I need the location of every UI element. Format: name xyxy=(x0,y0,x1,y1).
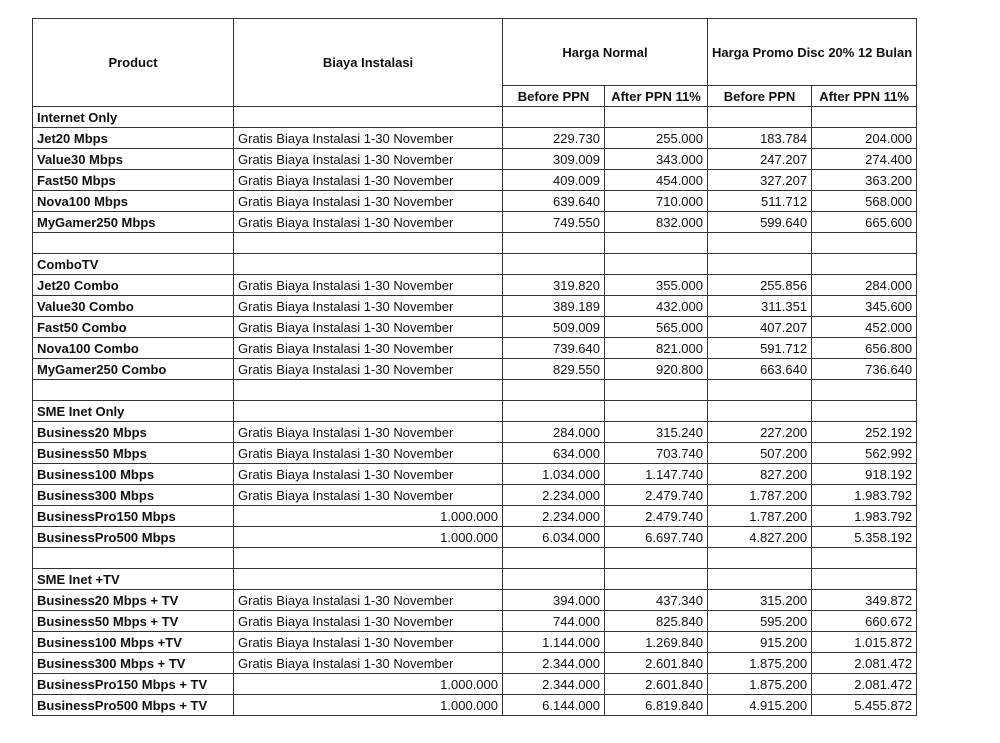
normal-after-ppn: 920.800 xyxy=(605,359,708,380)
table-row xyxy=(33,317,917,338)
promo-before-ppn: 915.200 xyxy=(708,632,812,653)
empty-cell xyxy=(812,254,917,275)
table-row xyxy=(33,149,917,170)
product-name: Business50 Mbps + TV xyxy=(33,611,234,632)
promo-after-ppn: 2.081.472 xyxy=(812,674,917,695)
normal-after-ppn: 355.000 xyxy=(605,275,708,296)
promo-after-ppn: 284.000 xyxy=(812,275,917,296)
normal-after-ppn: 255.000 xyxy=(605,128,708,149)
normal-after-ppn: 454.000 xyxy=(605,170,708,191)
empty-cell xyxy=(605,548,708,569)
biaya-instalasi: Gratis Biaya Instalasi 1-30 November xyxy=(234,443,503,464)
normal-before-ppn: 2.234.000 xyxy=(503,506,605,527)
table-row xyxy=(33,485,917,506)
header-normal-before-ppn: Before PPN xyxy=(503,86,605,107)
empty-cell xyxy=(605,401,708,422)
header-harga-promo: Harga Promo Disc 20% 12 Bulan xyxy=(708,19,917,86)
promo-before-ppn: 1.787.200 xyxy=(708,506,812,527)
empty-cell xyxy=(812,233,917,254)
promo-after-ppn: 660.672 xyxy=(812,611,917,632)
biaya-instalasi: Gratis Biaya Instalasi 1-30 November xyxy=(234,590,503,611)
empty-cell xyxy=(812,548,917,569)
promo-before-ppn: 311.351 xyxy=(708,296,812,317)
promo-before-ppn: 1.875.200 xyxy=(708,653,812,674)
promo-after-ppn: 2.081.472 xyxy=(812,653,917,674)
normal-before-ppn: 229.730 xyxy=(503,128,605,149)
normal-after-ppn: 432.000 xyxy=(605,296,708,317)
product-name: Value30 Combo xyxy=(33,296,234,317)
normal-after-ppn: 343.000 xyxy=(605,149,708,170)
promo-after-ppn: 252.192 xyxy=(812,422,917,443)
empty-cell xyxy=(503,548,605,569)
normal-before-ppn: 409.009 xyxy=(503,170,605,191)
empty-cell xyxy=(234,107,503,128)
section-title: SME Inet +TV xyxy=(33,569,234,590)
normal-before-ppn: 394.000 xyxy=(503,590,605,611)
product-name: Nova100 Mbps xyxy=(33,191,234,212)
promo-after-ppn: 665.600 xyxy=(812,212,917,233)
product-name: Business300 Mbps xyxy=(33,485,234,506)
section-title: ComboTV xyxy=(33,254,234,275)
normal-after-ppn: 2.601.840 xyxy=(605,674,708,695)
biaya-instalasi: Gratis Biaya Instalasi 1-30 November xyxy=(234,485,503,506)
empty-cell xyxy=(708,233,812,254)
table-row xyxy=(33,590,917,611)
table-row xyxy=(33,464,917,485)
empty-cell xyxy=(812,401,917,422)
normal-after-ppn: 2.479.740 xyxy=(605,485,708,506)
spacer-row xyxy=(33,380,917,401)
normal-before-ppn: 634.000 xyxy=(503,443,605,464)
product-name: Business50 Mbps xyxy=(33,443,234,464)
promo-before-ppn: 327.207 xyxy=(708,170,812,191)
table-row xyxy=(33,191,917,212)
header-product: Product xyxy=(33,19,234,107)
normal-after-ppn: 825.840 xyxy=(605,611,708,632)
empty-cell xyxy=(708,254,812,275)
normal-after-ppn: 2.479.740 xyxy=(605,506,708,527)
promo-after-ppn: 204.000 xyxy=(812,128,917,149)
biaya-instalasi: Gratis Biaya Instalasi 1-30 November xyxy=(234,359,503,380)
table-row xyxy=(33,338,917,359)
normal-before-ppn: 6.144.000 xyxy=(503,695,605,716)
promo-before-ppn: 511.712 xyxy=(708,191,812,212)
empty-cell xyxy=(503,401,605,422)
biaya-instalasi: 1.000.000 xyxy=(234,506,503,527)
biaya-instalasi: 1.000.000 xyxy=(234,527,503,548)
promo-after-ppn: 1.983.792 xyxy=(812,485,917,506)
normal-after-ppn: 6.697.740 xyxy=(605,527,708,548)
promo-before-ppn: 407.207 xyxy=(708,317,812,338)
promo-after-ppn: 736.640 xyxy=(812,359,917,380)
normal-after-ppn: 6.819.840 xyxy=(605,695,708,716)
biaya-instalasi: Gratis Biaya Instalasi 1-30 November xyxy=(234,170,503,191)
empty-cell xyxy=(605,233,708,254)
empty-cell xyxy=(605,107,708,128)
normal-after-ppn: 315.240 xyxy=(605,422,708,443)
table-row xyxy=(33,296,917,317)
promo-before-ppn: 4.915.200 xyxy=(708,695,812,716)
product-name: Business100 Mbps +TV xyxy=(33,632,234,653)
empty-cell xyxy=(503,254,605,275)
empty-cell xyxy=(234,548,503,569)
spacer-row xyxy=(33,548,917,569)
normal-before-ppn: 2.344.000 xyxy=(503,653,605,674)
promo-after-ppn: 1.983.792 xyxy=(812,506,917,527)
normal-after-ppn: 703.740 xyxy=(605,443,708,464)
table-row xyxy=(33,674,917,695)
promo-after-ppn: 345.600 xyxy=(812,296,917,317)
normal-before-ppn: 749.550 xyxy=(503,212,605,233)
promo-before-ppn: 1.875.200 xyxy=(708,674,812,695)
normal-before-ppn: 6.034.000 xyxy=(503,527,605,548)
product-name: Business20 Mbps + TV xyxy=(33,590,234,611)
normal-after-ppn: 437.340 xyxy=(605,590,708,611)
table-row xyxy=(33,443,917,464)
empty-cell xyxy=(503,233,605,254)
normal-after-ppn: 821.000 xyxy=(605,338,708,359)
normal-after-ppn: 2.601.840 xyxy=(605,653,708,674)
table-row xyxy=(33,653,917,674)
section-header-row xyxy=(33,107,917,128)
product-name: Business100 Mbps xyxy=(33,464,234,485)
normal-before-ppn: 829.550 xyxy=(503,359,605,380)
normal-before-ppn: 284.000 xyxy=(503,422,605,443)
biaya-instalasi: Gratis Biaya Instalasi 1-30 November xyxy=(234,464,503,485)
section-header-row xyxy=(33,254,917,275)
product-name: MyGamer250 Combo xyxy=(33,359,234,380)
table-row xyxy=(33,422,917,443)
promo-after-ppn: 5.455.872 xyxy=(812,695,917,716)
header-normal-after-ppn: After PPN 11% xyxy=(605,86,708,107)
table-row xyxy=(33,128,917,149)
section-title: Internet Only xyxy=(33,107,234,128)
empty-cell xyxy=(503,380,605,401)
promo-before-ppn: 183.784 xyxy=(708,128,812,149)
biaya-instalasi: Gratis Biaya Instalasi 1-30 November xyxy=(234,275,503,296)
biaya-instalasi: Gratis Biaya Instalasi 1-30 November xyxy=(234,611,503,632)
empty-cell xyxy=(234,233,503,254)
table-row xyxy=(33,611,917,632)
promo-before-ppn: 599.640 xyxy=(708,212,812,233)
biaya-instalasi: 1.000.000 xyxy=(234,674,503,695)
promo-after-ppn: 918.192 xyxy=(812,464,917,485)
product-name: Nova100 Combo xyxy=(33,338,234,359)
biaya-instalasi: Gratis Biaya Instalasi 1-30 November xyxy=(234,149,503,170)
normal-before-ppn: 739.640 xyxy=(503,338,605,359)
section-title: SME Inet Only xyxy=(33,401,234,422)
promo-before-ppn: 315.200 xyxy=(708,590,812,611)
promo-before-ppn: 507.200 xyxy=(708,443,812,464)
normal-before-ppn: 1.034.000 xyxy=(503,464,605,485)
product-name: Fast50 Mbps xyxy=(33,170,234,191)
biaya-instalasi: Gratis Biaya Instalasi 1-30 November xyxy=(234,632,503,653)
empty-cell xyxy=(708,401,812,422)
product-name: Jet20 Combo xyxy=(33,275,234,296)
product-name: BusinessPro500 Mbps + TV xyxy=(33,695,234,716)
empty-cell xyxy=(812,107,917,128)
table-row xyxy=(33,527,917,548)
biaya-instalasi: 1.000.000 xyxy=(234,695,503,716)
section-header-row xyxy=(33,569,917,590)
empty-cell xyxy=(33,548,234,569)
promo-after-ppn: 363.200 xyxy=(812,170,917,191)
normal-before-ppn: 639.640 xyxy=(503,191,605,212)
product-name: Fast50 Combo xyxy=(33,317,234,338)
empty-cell xyxy=(234,254,503,275)
normal-before-ppn: 509.009 xyxy=(503,317,605,338)
empty-cell xyxy=(605,380,708,401)
empty-cell xyxy=(708,548,812,569)
biaya-instalasi: Gratis Biaya Instalasi 1-30 November xyxy=(234,212,503,233)
promo-after-ppn: 452.000 xyxy=(812,317,917,338)
empty-cell xyxy=(33,233,234,254)
biaya-instalasi: Gratis Biaya Instalasi 1-30 November xyxy=(234,422,503,443)
biaya-instalasi: Gratis Biaya Instalasi 1-30 November xyxy=(234,317,503,338)
price-table-container xyxy=(32,18,917,716)
normal-before-ppn: 744.000 xyxy=(503,611,605,632)
product-name: BusinessPro500 Mbps xyxy=(33,527,234,548)
biaya-instalasi: Gratis Biaya Instalasi 1-30 November xyxy=(234,296,503,317)
normal-before-ppn: 2.234.000 xyxy=(503,485,605,506)
biaya-instalasi: Gratis Biaya Instalasi 1-30 November xyxy=(234,338,503,359)
header-harga-normal: Harga Normal xyxy=(503,19,708,86)
promo-before-ppn: 4.827.200 xyxy=(708,527,812,548)
product-name: Business20 Mbps xyxy=(33,422,234,443)
table-row xyxy=(33,212,917,233)
table-row xyxy=(33,632,917,653)
normal-after-ppn: 1.269.840 xyxy=(605,632,708,653)
header-biaya-instalasi: Biaya Instalasi xyxy=(234,19,503,107)
promo-before-ppn: 1.787.200 xyxy=(708,485,812,506)
header-promo-after-ppn: After PPN 11% xyxy=(812,86,917,107)
promo-after-ppn: 274.400 xyxy=(812,149,917,170)
promo-after-ppn: 349.872 xyxy=(812,590,917,611)
promo-after-ppn: 568.000 xyxy=(812,191,917,212)
empty-cell xyxy=(234,380,503,401)
promo-after-ppn: 5.358.192 xyxy=(812,527,917,548)
table-row xyxy=(33,275,917,296)
normal-before-ppn: 309.009 xyxy=(503,149,605,170)
table-row xyxy=(33,506,917,527)
promo-before-ppn: 827.200 xyxy=(708,464,812,485)
promo-before-ppn: 595.200 xyxy=(708,611,812,632)
empty-cell xyxy=(708,380,812,401)
table-row xyxy=(33,359,917,380)
empty-cell xyxy=(33,380,234,401)
normal-after-ppn: 565.000 xyxy=(605,317,708,338)
empty-cell xyxy=(708,107,812,128)
normal-before-ppn: 2.344.000 xyxy=(503,674,605,695)
normal-before-ppn: 319.820 xyxy=(503,275,605,296)
empty-cell xyxy=(812,380,917,401)
product-name: Business300 Mbps + TV xyxy=(33,653,234,674)
table-row xyxy=(33,170,917,191)
empty-cell xyxy=(234,401,503,422)
promo-before-ppn: 591.712 xyxy=(708,338,812,359)
price-table-body xyxy=(33,107,917,716)
empty-cell xyxy=(605,254,708,275)
biaya-instalasi: Gratis Biaya Instalasi 1-30 November xyxy=(234,128,503,149)
product-name: Jet20 Mbps xyxy=(33,128,234,149)
section-header-row xyxy=(33,401,917,422)
empty-cell xyxy=(708,569,812,590)
product-name: MyGamer250 Mbps xyxy=(33,212,234,233)
promo-after-ppn: 1.015.872 xyxy=(812,632,917,653)
product-name: BusinessPro150 Mbps xyxy=(33,506,234,527)
biaya-instalasi: Gratis Biaya Instalasi 1-30 November xyxy=(234,191,503,212)
price-table xyxy=(32,18,917,716)
promo-before-ppn: 255.856 xyxy=(708,275,812,296)
promo-before-ppn: 663.640 xyxy=(708,359,812,380)
normal-after-ppn: 832.000 xyxy=(605,212,708,233)
normal-before-ppn: 389.189 xyxy=(503,296,605,317)
promo-after-ppn: 562.992 xyxy=(812,443,917,464)
product-name: BusinessPro150 Mbps + TV xyxy=(33,674,234,695)
biaya-instalasi: Gratis Biaya Instalasi 1-30 November xyxy=(234,653,503,674)
spacer-row xyxy=(33,233,917,254)
table-row xyxy=(33,695,917,716)
empty-cell xyxy=(234,569,503,590)
normal-after-ppn: 1.147.740 xyxy=(605,464,708,485)
normal-after-ppn: 710.000 xyxy=(605,191,708,212)
empty-cell xyxy=(605,569,708,590)
promo-before-ppn: 227.200 xyxy=(708,422,812,443)
normal-before-ppn: 1.144.000 xyxy=(503,632,605,653)
product-name: Value30 Mbps xyxy=(33,149,234,170)
promo-after-ppn: 656.800 xyxy=(812,338,917,359)
empty-cell xyxy=(812,569,917,590)
empty-cell xyxy=(503,569,605,590)
promo-before-ppn: 247.207 xyxy=(708,149,812,170)
empty-cell xyxy=(503,107,605,128)
header-promo-before-ppn: Before PPN xyxy=(708,86,812,107)
